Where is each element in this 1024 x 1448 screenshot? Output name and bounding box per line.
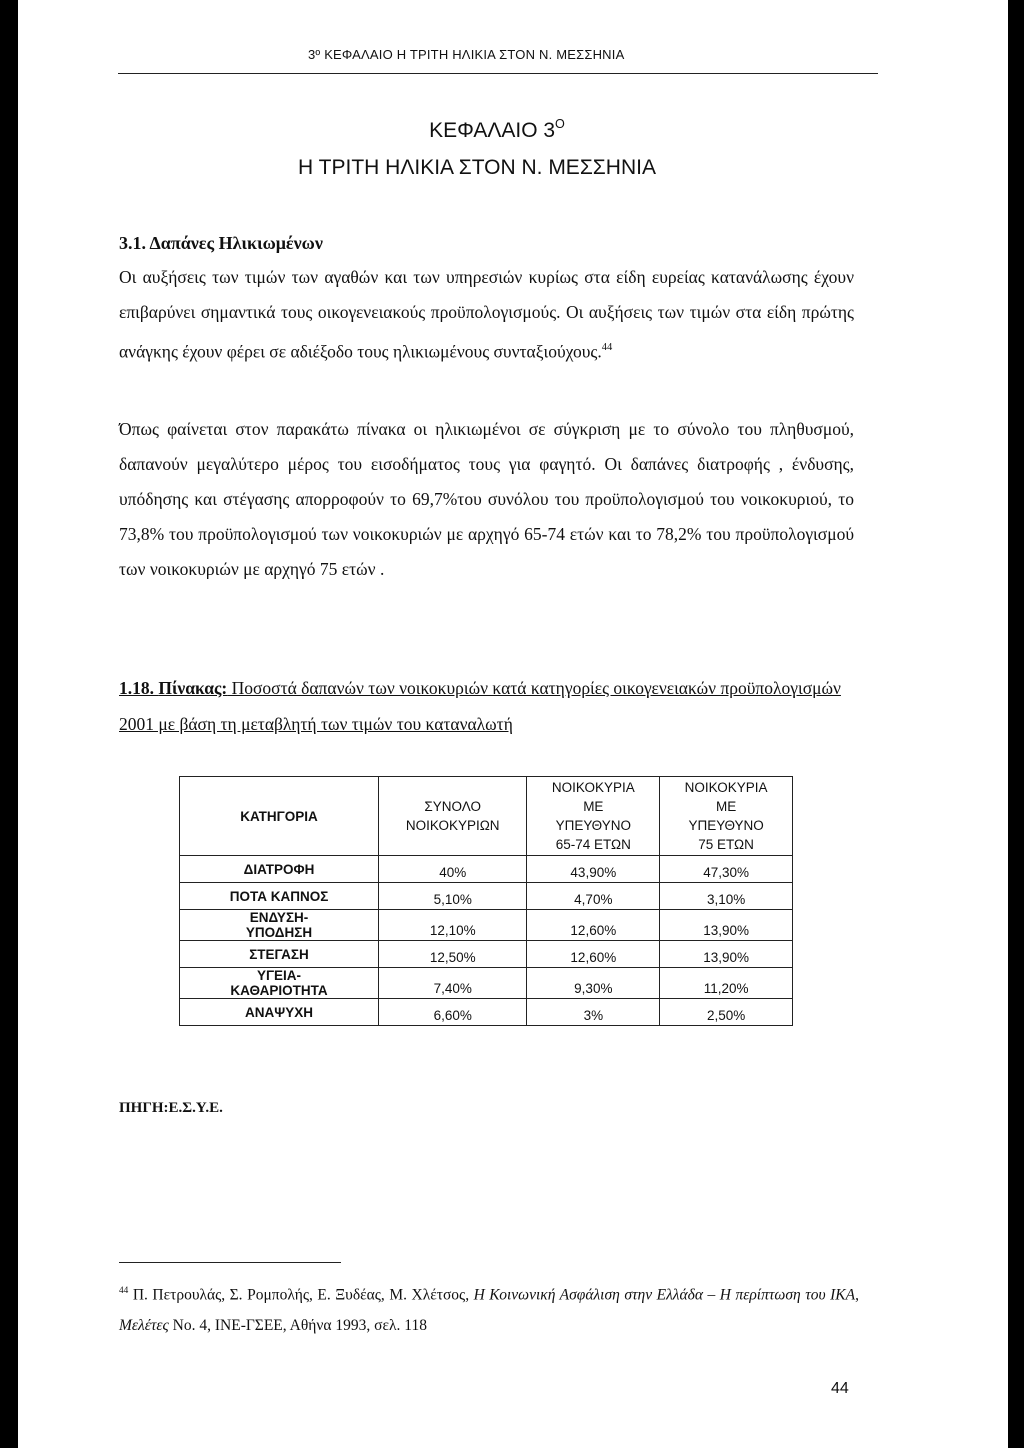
row-label-line2: ΥΠΟΔΗΣΗ xyxy=(245,925,313,940)
footnote-number: 44 xyxy=(119,1286,129,1296)
cell-total: 12,10% xyxy=(379,910,527,941)
table-row xyxy=(180,883,793,910)
cell-total: 40% xyxy=(379,856,527,883)
row-label: ΠΟΤΑ ΚΑΠΝΟΣ xyxy=(180,883,379,910)
header-65-74-line4: 65-74 ΕΤΩΝ xyxy=(555,837,631,852)
page-number: 44 xyxy=(831,1380,849,1397)
table-caption xyxy=(119,670,859,742)
table-row xyxy=(180,910,793,941)
cell-65-74: 3% xyxy=(527,999,660,1026)
cell-65-74: 4,70% xyxy=(527,883,660,910)
chapter-title xyxy=(2,117,992,143)
table-source: ΠΗΓΗ:Ε.Σ.Υ.Ε. xyxy=(119,1100,223,1116)
table-row xyxy=(180,856,793,883)
row-label: ΔΙΑΤΡΟΦΗ xyxy=(180,856,379,883)
row-label-line1: ΕΝΔΥΣΗ- xyxy=(249,910,309,925)
footnote-book-title: Η Κοινωνική Ασφάλιση στην Ελλάδα – Η περίπτωση του ΙΚΑ xyxy=(473,1286,856,1304)
cell-65-74: 12,60% xyxy=(527,910,660,941)
section-heading: 3.1. Δαπάνες Ηλικιωμένων xyxy=(119,233,323,253)
paragraph-1 xyxy=(119,260,854,369)
table-caption-label: Πίνακας: xyxy=(158,678,228,698)
header-65-74-line1: ΝΟΙΚΟΚΥΡΙΑ xyxy=(551,780,635,795)
cell-75: 13,90% xyxy=(660,941,793,968)
header-75-line2: ΜΕ xyxy=(715,799,737,814)
header-65-74-line3: ΥΠΕΥΘΥΝΟ xyxy=(555,818,631,833)
footnote-series: Μελέτες xyxy=(119,1316,169,1334)
cell-65-74: 12,60% xyxy=(527,941,660,968)
row-label-line2: ΚΑΘΑΡΙΟΤΗΤΑ xyxy=(230,983,328,998)
header-total xyxy=(379,777,527,856)
row-label: ΣΤΕΓΑΣΗ xyxy=(180,941,379,968)
header-total-line2: ΝΟΙΚΟΚΥΡΙΩΝ xyxy=(405,818,500,833)
paragraph-2: Όπως φαίνεται στον παρακάτω πίνακα οι ηλικιωμένοι σε σύγκριση με το σύνολο του πληθυσμού, δαπανούν μεγαλύτερο μέρος του εισοδήματος τους για φαγητό. Οι δαπάνες διατροφής , ένδυσης, υπόδησης και στέγασης απορροφούν το 69,7%του συνόλου του προϋπολογισμού του νοικοκυριού, το 73,8% του προϋπολογισμού των νοικοκυριών με αρχηγό 65-74 ετών και το 78,2% του προϋπολογισμού των νοικοκυριών με αρχηγό 75 ετών . xyxy=(119,419,854,579)
footnote-separator: , xyxy=(855,1286,859,1304)
cell-75: 3,10% xyxy=(660,883,793,910)
header-65-74-line2: ΜΕ xyxy=(583,799,604,814)
cell-75: 11,20% xyxy=(660,968,793,999)
chapter-subtitle: Η ΤΡΙΤΗ ΗΛΙΚΙΑ ΣΤΟΝ Ν. ΜΕΣΣΗΝΙΑ xyxy=(298,156,656,179)
cell-65-74: 43,90% xyxy=(527,856,660,883)
cell-65-74: 9,30% xyxy=(527,968,660,999)
header-head-65-74 xyxy=(527,777,660,856)
table-row xyxy=(180,999,793,1026)
row-label: ΑΝΑΨΥΧΗ xyxy=(180,999,379,1026)
table-caption-text: Ποσοστά δαπανών των νοικοκυριών κατά κατηγορίες οικογενειακών προϋπολογισμών 2001 με βάση τη μεταβλητή των τιμών του καταναλωτή xyxy=(119,678,841,734)
header-rule xyxy=(118,73,878,74)
cell-75: 47,30% xyxy=(660,856,793,883)
row-label xyxy=(180,968,379,999)
header-head-75 xyxy=(660,777,793,856)
document-page xyxy=(18,0,1008,1448)
running-header: 3º ΚΕΦΑΛΑΙΟ Η ΤΡΙΤΗ ΗΛΙΚΙΑ ΣΤΟΝ Ν. ΜΕΣΣΗΝΙΑ xyxy=(308,47,625,62)
cell-75: 2,50% xyxy=(660,999,793,1026)
footnote-reference: 44 xyxy=(601,342,613,353)
cell-total: 7,40% xyxy=(379,968,527,999)
paragraph-1-text: Οι αυξήσεις των τιμών των αγαθών και των υπηρεσιών κυρίως στα είδη ευρείας κατανάλωσης έχουν επιβαρύνει σημαντικά τους οικογενειακούς προϋπολογισμούς. Οι αυξήσεις των τιμών στα είδη πρώτης ανάγκης έχουν φέρει σε αδιέξοδο τους ηλικιωμένους συνταξιούχους. xyxy=(119,267,854,362)
header-total-line1: ΣΥΝΟΛΟ xyxy=(424,799,482,814)
header-75-line3: ΥΠΕΥΘΥΝΟ xyxy=(688,818,764,833)
footnote-rule xyxy=(119,1262,341,1263)
chapter-title-text: ΚΕΦΑΛΑΙΟ 3 xyxy=(429,118,556,142)
table-row xyxy=(180,968,793,999)
footnote xyxy=(119,1276,859,1341)
header-category: ΚΑΤΗΓΟΡΙΑ xyxy=(180,777,379,856)
cell-75: 13,90% xyxy=(660,910,793,941)
row-label-line1: ΥΓΕΙΑ- xyxy=(256,968,302,983)
table-caption-number: 1.18. xyxy=(119,678,154,698)
header-75-line4: 75 ΕΤΩΝ xyxy=(698,837,754,852)
chapter-title-superscript: Ο xyxy=(555,117,565,131)
footnote-rest: No. 4, ΙΝΕ-ΓΣΕΕ, Αθήνα 1993, σελ. 118 xyxy=(168,1316,427,1334)
cell-total: 5,10% xyxy=(379,883,527,910)
row-label xyxy=(180,910,379,941)
cell-total: 12,50% xyxy=(379,941,527,968)
cell-total: 6,60% xyxy=(379,999,527,1026)
header-75-line1: ΝΟΙΚΟΚΥΡΙΑ xyxy=(684,780,768,795)
table-header-row xyxy=(180,777,793,856)
expenditure-table xyxy=(179,776,793,1026)
table-row xyxy=(180,941,793,968)
footnote-authors: Π. Πετρουλάς, Σ. Ρομπολής, Ε. Ξυδέας, Μ. Χλέτσος, xyxy=(128,1286,474,1304)
